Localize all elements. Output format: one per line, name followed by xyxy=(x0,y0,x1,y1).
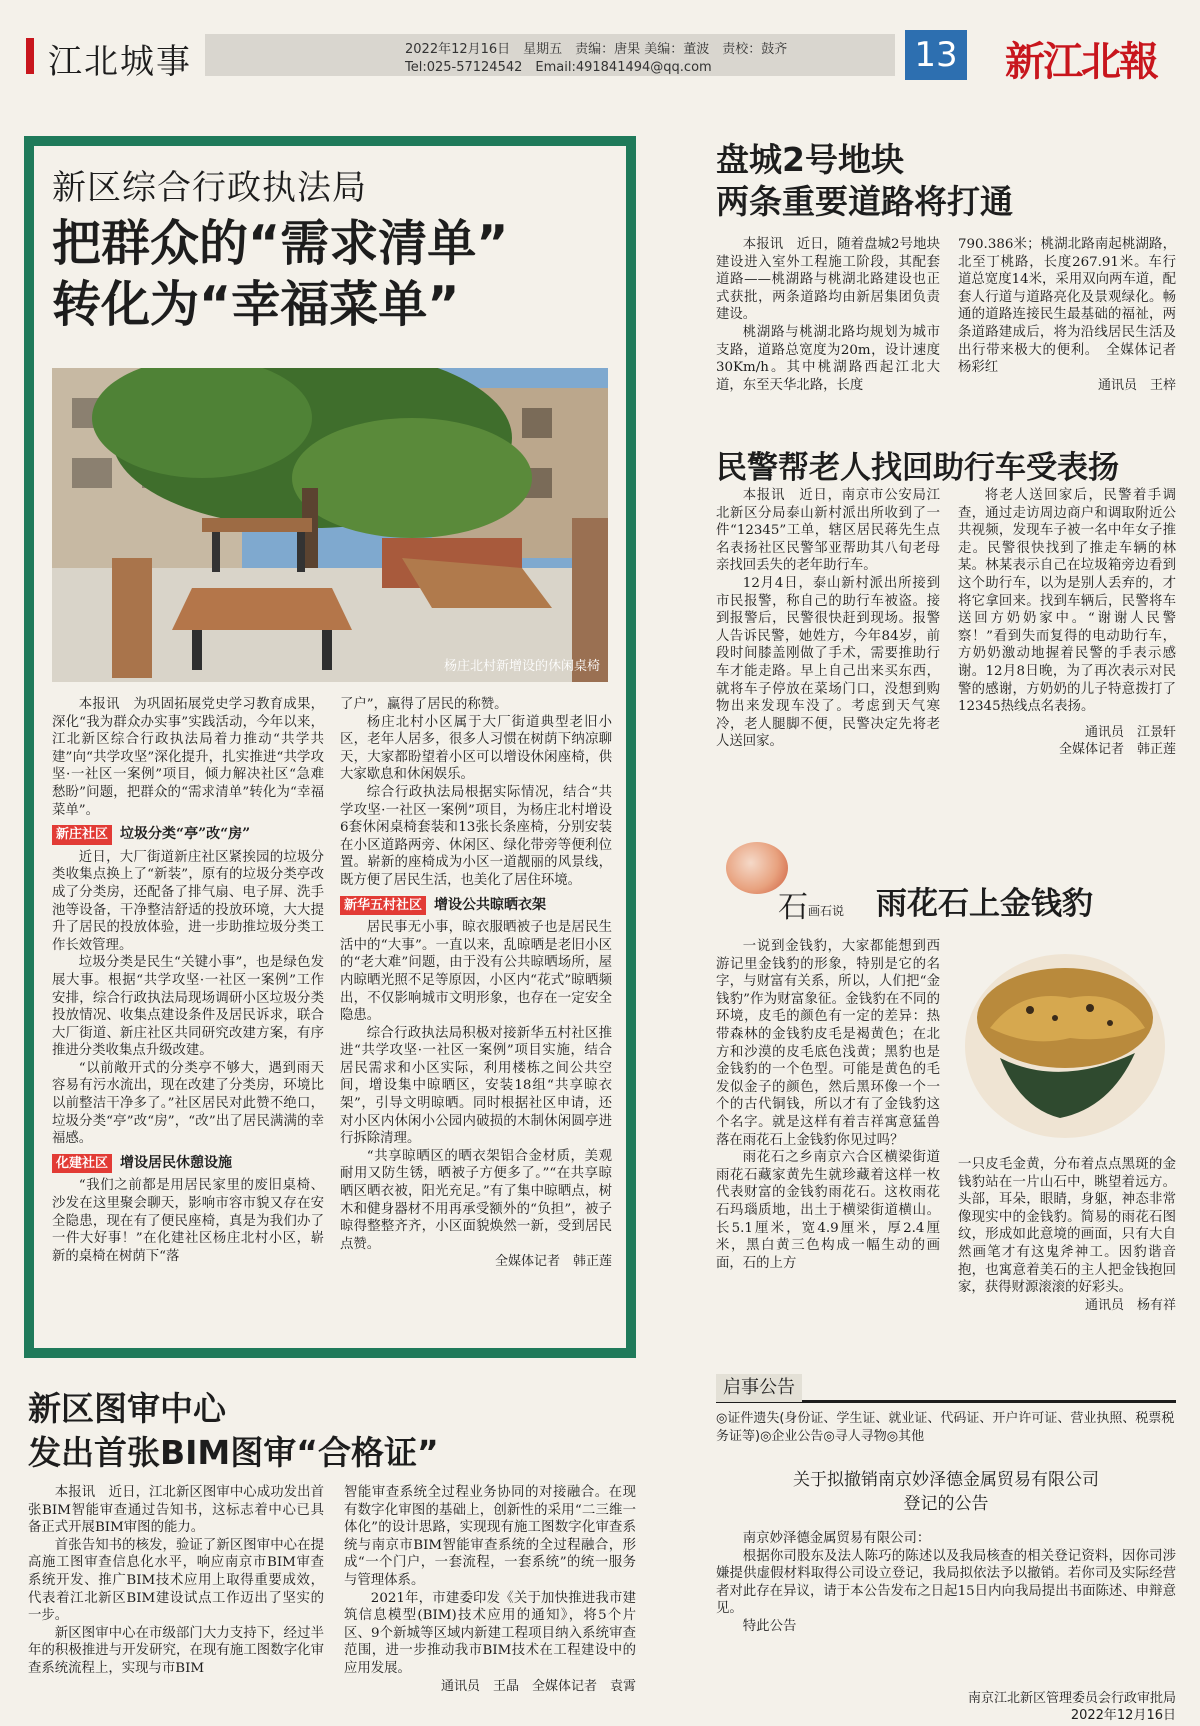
paragraph: 杨庄北村小区属于大厂街道典型老旧小区，老年人居多，很多人习惯在树荫下纳凉聊天，大家都盼望着小区可以增设休闲座椅，供大家歇息和休闲娱乐。 xyxy=(340,714,612,783)
stone-col2 xyxy=(958,1156,1176,1314)
notice-body xyxy=(716,1530,1176,1636)
notice-title-line1: 关于拟撤销南京妙泽德金属贸易有限公司 xyxy=(793,1470,1099,1490)
feature-title-line2: 转化为“幸福菜单” xyxy=(52,276,460,333)
header-contact: Tel:025-57124542 Email:491841494@qq.com xyxy=(405,60,712,75)
paragraph: 本报讯 近日，江北新区图审中心成功发出首张BIM智能审查通过告知书，这标志着中心已具备正式开展BIM审图的能力。 xyxy=(28,1485,324,1536)
notice-closing: 特此公告 xyxy=(742,1618,797,1634)
notice-section-title: 启事公告 xyxy=(716,1374,802,1402)
header-date-editors: 2022年12月16日 星期五 责编：唐果 美编：董波 责校：鼓齐 xyxy=(405,42,788,57)
subhead-title: 增设公共晾晒衣架 xyxy=(434,896,547,913)
paragraph: 桃湖路与桃湖北路均规划为城市支路，道路总宽度为20m，设计速度30Km/h。其中桃湖路西起江北大道，东至天华北路，长度 xyxy=(716,324,940,393)
column-logo-big: 石 xyxy=(778,890,808,925)
notice-title-line2: 登记的公告 xyxy=(903,1494,989,1514)
notice-title xyxy=(716,1468,1176,1516)
subhead-huajian xyxy=(52,1154,324,1174)
bim-title-line2: 发出首张BIM图审“合格证” xyxy=(28,1433,439,1472)
feature-kicker: 新区综合行政执法局 xyxy=(52,168,367,208)
park-bench-photo xyxy=(52,368,608,682)
notice-issuer: 南京江北新区管理委员会行政审批局 xyxy=(967,1691,1176,1706)
paragraph: 本报讯 为巩固拓展党史学习教育成果，深化“我为群众办实事”实践活动，今年以来，江北新区综合行政执法局着力推动“共学共建”向“共学攻坚”深化提升，扎实推进“共学攻坚·一社区一案例”项目，倾力解决社区“急难愁盼”问题，把群众的“需求清单”转化为“幸福菜单”。 xyxy=(52,697,324,818)
stone-col1 xyxy=(716,938,940,1272)
newspaper-logo: 新江北報 xyxy=(1005,38,1157,85)
section-marker xyxy=(26,38,34,74)
byline: 全媒体记者 韩正莲 xyxy=(1058,742,1176,758)
paragraph: 了户”，赢得了居民的称赞。 xyxy=(340,697,508,712)
subhead-tag: 化建社区 xyxy=(52,1154,112,1174)
subhead-tag: 新庄社区 xyxy=(52,825,112,845)
section-title: 江北城事 xyxy=(48,42,192,82)
notice-date: 2022年12月16日 xyxy=(1070,1708,1176,1723)
feature-col1 xyxy=(52,696,324,1265)
notice-categories: ◎证件遗失(身份证、学生证、就业证、代码证、开户许可证、营业执照、税票税务证等)◎企业公告◎寻人寻物◎其他 xyxy=(716,1411,1175,1444)
bim-col2 xyxy=(344,1484,636,1695)
byline: 通讯员 王晶 全媒体记者 袁霄 xyxy=(440,1678,636,1694)
photo-caption: 杨庄北村新增设的休闲桌椅 xyxy=(443,659,600,674)
paragraph: 一说到金钱豹，大家都能想到西游记里金钱豹的形象，特别是它的名字，与财富有关系，所以，人们把“金钱豹”作为财富象征。金钱豹在不同的环境，皮毛的颜色有一定的差异：热带森林的金钱豹皮毛是褐黄色；在北方和沙漠的皮毛底色浅黄；黑豹也是金钱豹的一个色型。可能是黄色的毛发似金子的颜色，然后黑环像一个一个的古代铜钱，所以才有了金钱豹这个名字。就是这样有着吉祥寓意猛兽落在雨花石上金钱豹你见过吗？ xyxy=(716,939,940,1148)
paragraph: 将老人送回家后，民警着手调查，通过走访周边商户和调取附近公共视频，发现车子被一名中年女子推走。民警很快找到了推走车辆的林某。林某表示自己在垃圾箱旁边看到这个助行车，以为是别人丢弃的，才将它拿回来。找到车辆后，民警将车送回方奶奶家中。“谢谢人民警察！”看到失而复得的电动助行车，方奶奶激动地握着民警的手表示感谢。12月8日晚，为了再次表示对民警的感谢，方奶奶的儿子特意拨打了12345热线点名表扬。 xyxy=(958,488,1176,715)
feature-col2 xyxy=(340,696,612,1271)
police-col1 xyxy=(716,487,940,751)
byline: 全媒体记者 韩正莲 xyxy=(494,1254,612,1270)
leopard-stone-photo xyxy=(960,948,1170,1144)
paragraph: 2021年，市建委印发《关于加快推进我市建筑信息模型(BIM)技术应用的通知》，将5个片区、9个新城等区域内新建工程项目纳入系统审查范围，进一步推动我市BIM技术在工程建设中的应用发展。 xyxy=(344,1590,636,1676)
notice-text: 根据你司股东及法人陈巧的陈述以及我局核查的相关登记资料，因你司涉嫌提供虚假材料取得公司设立登记，我局拟依法予以撤销。若你司及实际经营者对此存在异议，请于本公告发布之日起15日内向我局提出书面陈述、申辩意见。 xyxy=(716,1548,1176,1617)
byline: 通讯员 王梓 xyxy=(1097,377,1176,393)
column-logo-small: 画石说 xyxy=(808,904,845,918)
paragraph: 新区图审中心在市级部门大力支持下，经过半年的积极推进与开发研究，在现有施工图数字化审查系统流程上，实现与市BIM xyxy=(28,1625,324,1676)
subhead-title: 增设居民休憩设施 xyxy=(120,1154,233,1171)
bim-title-line1: 新区图审中心 xyxy=(28,1389,226,1428)
road-title-line2: 两条重要道路将打通 xyxy=(716,182,1013,221)
paragraph: 智能审查系统全过程业务协同的对接融合。在现有数字化审图的基础上，创新性的采用“二三维一体化”的设计思路，实现现有施工图数字化审查系统与南京市BIM智能审查系统的全过程融合，形成“一个门户，一套流程，一套系统”的统一服务与管理体系。 xyxy=(344,1485,636,1588)
paragraph: “我们之前都是用居民家里的废旧桌椅、沙发在这里聚会聊天，影响市容市貌又存在安全隐患，现在有了便民座椅，真是为我们办了一件大好事！”在化建社区杨庄北村小区，崭新的桌椅在树荫下“落 xyxy=(52,1178,324,1264)
paragraph: 本报讯 近日，南京市公安局江北新区分局泰山新村派出所收到了一件“12345”工单，辖区居民蒋先生点名表扬社区民警邹亚帮助其八旬老母亲找回丢失的老年助行车。 xyxy=(716,488,940,574)
paragraph: 居民事无小事，晾衣服晒被子也是居民生活中的“大事”。一直以来，乱晾晒是老旧小区的“老大难”问题，由于没有公共晾晒场所，屋内晾晒光照不足等原因，小区内“花式”晾晒频出，不仅影响城市文明形象，也存在一定安全隐患。 xyxy=(340,920,612,1024)
road-title-line1: 盘城2号地块 xyxy=(716,140,904,179)
subhead-xinzhuang xyxy=(52,825,324,845)
paragraph: 790.386米；桃湖北路南起桃湖路，北至丁桃路，长度267.91米。车行道总宽度14米，采用双向两车道，配套人行道与道路亮化及景观绿化。畅通的道路连接民生最基础的福祉，两条道路建成后，将为沿线居民生活及出行带来极大的便利。 全媒体记者 杨彩红 xyxy=(958,237,1190,376)
bim-col1 xyxy=(28,1484,324,1678)
police-title: 民警帮老人找回助行车受表扬 xyxy=(716,450,1119,486)
subhead-title: 垃圾分类“亭”改“房” xyxy=(120,826,251,843)
feature-title-line1: 把群众的“需求清单” xyxy=(52,215,509,272)
paragraph: 一只皮毛金黄，分布着点点黑斑的金钱豹站在一片山石中，眺望着远方。头部，耳朵，眼睛，身躯，神态非常像现实中的金钱豹。简易的雨花石图纹，形成如此意境的画面，只有大自然画笔才有这鬼斧神工。因豹谐音抱，也寓意着美石的主人把金钱抱回家，获得财源滚滚的好彩头。 xyxy=(958,1157,1176,1296)
paragraph: “以前敞开式的分类亭不够大，遇到雨天容易有污水流出，现在改建了分类房，环境比以前整洁干净多了。”社区居民对此赞不绝口，垃圾分类“亭”改“房”，“改”出了居民满满的幸福感。 xyxy=(52,1060,324,1147)
header-info-box xyxy=(205,34,895,76)
paragraph: 12月4日，泰山新村派出所接到市民报警，称自己的助行车被盗。接到报警后，民警很快赶到现场。报警人告诉民警，她姓方，今年84岁，前段时间膝盖刚做了手术，需要推助行车才能走路。早上自己出来买东西，就将车子停放在菜场门口，没想到购物出来发现车没了。考虑到天气寒冷，老人腿脚不便，民警决定先将老人送回家。 xyxy=(716,575,940,750)
notice-signature xyxy=(716,1690,1176,1724)
page-number: 13 xyxy=(905,30,967,80)
paragraph: “共享晾晒区的晒衣架铝合金材质，美观耐用又防生锈，晒被子方便多了。”“在共享晾晒区晒衣被，阳光充足。”有了集中晾晒点，树木和健身器材不用再承受额外的“负担”，被子晾得整整齐齐，小区面貌焕然一新，受到居民点赞。 xyxy=(340,1148,612,1252)
road-col2 xyxy=(958,236,1190,394)
feature-photo xyxy=(52,368,608,682)
stone-title: 雨花石上金钱豹 xyxy=(876,886,1093,922)
notice-addressee: 南京妙泽德金属贸易有限公司： xyxy=(742,1531,931,1546)
subhead-tag: 新华五村社区 xyxy=(340,896,426,916)
stone-image xyxy=(960,948,1170,1144)
paragraph: 本报讯 近日，随着盘城2号地块建设进入室外工程施工阶段，其配套道路——桃湖路与桃湖北路建设也正式获批，两条道路均由新居集团负责建设。 xyxy=(716,237,940,323)
paragraph: 综合行政执法局积极对接新华五村社区推进“共学攻坚·一社区一案例”项目实施，结合居民需求和小区实际，利用楼栋之间公共空间，增设集中晾晒区，安装18组“共享晾衣架”，引导文明晾晒。同时根据社区申请，还对小区内休闲小公园内破损的木制休闲圆亭进行拆除清理。 xyxy=(340,1025,612,1147)
paragraph: 垃圾分类是民生“关键小事”，也是绿色发展大事。根据“共学攻坚·一社区一案例”工作安排，综合行政执法局现场调研小区垃圾分类投放情况、收集点建设条件及居民诉求，联合大厂街道、新庄社区共同研究改建方案，有序推进分类收集点升级改建。 xyxy=(52,955,324,1059)
police-col2 xyxy=(958,487,1176,759)
byline: 通讯员 杨有祥 xyxy=(1084,1297,1176,1313)
paragraph: 近日，大厂街道新庄社区紧挨园的垃圾分类收集点换上了“新装”，原有的垃圾分类亭改成了分类房，还配备了排气扇、电子屏、洗手池等设备，干净整洁舒适的投放环境，大大提升了居民的投放体验，进一步助推垃圾分类工作长效管理。 xyxy=(52,849,324,953)
paragraph: 首张告知书的核发，验证了新区图审中心在提高施工图审查信息化水平，响应南京市BIM审查系统开发、推广BIM技术应用上取得重要成效，代表着江北新区BIM建设试点工作迈出了坚实的一步。 xyxy=(28,1537,324,1624)
byline: 通讯员 江景轩 xyxy=(1084,724,1176,740)
subhead-xinhua xyxy=(340,896,612,916)
paragraph: 综合行政执法局根据实际情况，结合“共学攻坚·一社区一案例”项目，为杨庄北村增设6套休闲桌椅套装和13张长条座椅，分别安装在小区道路两旁、休闲区、绿化带旁等便利位置。崭新的座椅成为小区一道靓丽的风景线，既方便了居民生活，也美化了居住环境。 xyxy=(340,784,612,888)
road-col1 xyxy=(716,236,940,394)
paragraph: 雨花石之乡南京六合区横梁街道雨花石藏家黄先生就珍藏着这样一枚代表财富的金钱豹雨花石。这枚雨花石玛瑙质地，出土于横梁街道横山。长5.1厘米，宽4.9厘米，厚2.4厘米，黑白黄三色构成一幅生动的画面，石的上方 xyxy=(716,1150,940,1271)
